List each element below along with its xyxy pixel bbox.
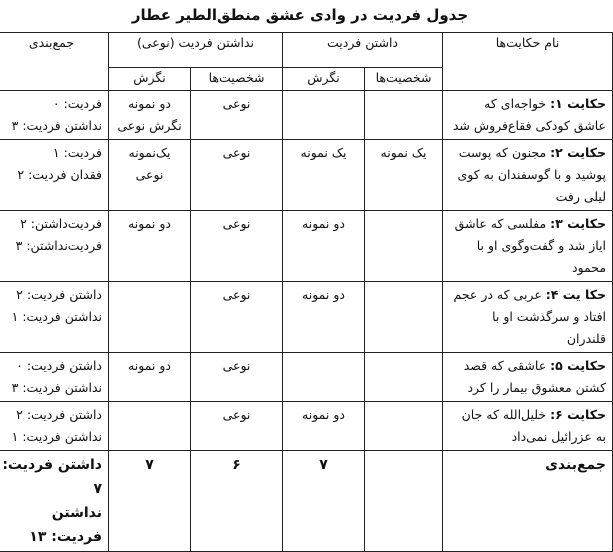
story-text: عربی که در عجم افتاد و سرگذشت او با قلندران — [453, 287, 607, 346]
header-has-characters: شخصیت‌ها — [365, 68, 443, 91]
summary-line-2: نداشتن فردیت: ۱ — [11, 309, 102, 324]
page-title: جدول فردیت در وادی عشق منطق‌الطیر عطار — [131, 6, 469, 24]
story-number: حکایت ۲: — [550, 145, 607, 160]
table-row — [0, 402, 613, 451]
has-characters-cell — [365, 282, 443, 353]
no-attitude-cell: دو نمونه نگرش نوعی — [109, 91, 191, 140]
no-characters-cell: نوعی — [191, 353, 283, 402]
summary-cell — [0, 282, 109, 353]
table-row — [0, 140, 613, 211]
table-row — [0, 91, 613, 140]
story-text: عاشقی که قصد کشتن معشوق بیمار را کرد — [463, 358, 607, 395]
no-characters-cell: نوعی — [191, 402, 283, 451]
has-characters-cell — [365, 211, 443, 282]
summary-line-2: نداشتن فردیت: ۳ — [11, 118, 102, 133]
story-number: حکایت ۵: — [550, 358, 607, 373]
summary-line-1: داشتن فردیت: ۲ — [16, 287, 102, 302]
header-no-individuality: نداشتن فردیت (نوعی) — [109, 33, 283, 68]
story-number: حکایت ۳: — [550, 216, 607, 231]
no-attitude-cell: یک‌نمونه نوعی — [109, 140, 191, 211]
no-characters-cell: نوعی — [191, 91, 283, 140]
summary-line-1: فردیت: ۰ — [52, 96, 102, 111]
summary-line-1: داشتن فردیت: ۲ — [16, 407, 102, 422]
has-characters-cell — [365, 402, 443, 451]
summary-line-2: فقدان فردیت: ۲ — [17, 167, 102, 182]
header-summary: جمع‌بندی — [0, 33, 109, 91]
no-attitude-cell: دو نمونه — [109, 353, 191, 402]
no-characters-cell: نوعی — [191, 211, 283, 282]
header-has-individuality: داشتن فردیت — [283, 33, 443, 68]
header-story-names: نام حکایت‌ها — [443, 33, 613, 91]
no-attitude-cell — [109, 402, 191, 451]
summary-cell — [0, 353, 109, 402]
table-row — [0, 353, 613, 402]
total-has-attitude: ۷ — [283, 451, 365, 552]
summary-line-1: فردیت‌داشتن: ۲ — [20, 216, 102, 231]
story-cell — [443, 91, 613, 140]
summary-line-2: نداشتن فردیت: ۳ — [11, 380, 102, 395]
story-cell — [443, 282, 613, 353]
has-attitude-cell: دو نمونه — [283, 402, 365, 451]
summary-line-1: فردیت: ۱ — [52, 145, 102, 160]
no-attitude-cell — [109, 282, 191, 353]
header-has-attitude: نگرش — [283, 68, 365, 91]
story-text: مفلسی که عاشق ایاز شد و گفت‌وگوی او با محمود — [454, 216, 607, 275]
summary-line-2: نداشتن فردیت: ۱ — [11, 429, 102, 444]
has-attitude-cell: یک نمونه — [283, 140, 365, 211]
story-number: حکایت ۶: — [550, 407, 607, 422]
total-row — [0, 451, 613, 552]
no-characters-cell: نوعی — [191, 282, 283, 353]
table-row — [0, 211, 613, 282]
story-text: خلیل‌الله که جان به عزرائیل نمی‌داد — [461, 407, 607, 444]
story-cell — [443, 402, 613, 451]
no-characters-cell: نوعی — [191, 140, 283, 211]
total-summary-line-2: نداشتن فردیت: ۱۳ — [29, 505, 102, 545]
total-summary-line-1: داشتن فردیت: ۷ — [2, 457, 102, 497]
total-label: جمع‌بندی — [443, 451, 613, 552]
has-attitude-cell: دو نمونه — [283, 211, 365, 282]
header-row-1 — [0, 33, 613, 68]
has-characters-cell: یک نمونه — [365, 140, 443, 211]
no-attitude-cell: دو نمونه — [109, 211, 191, 282]
has-characters-cell — [365, 353, 443, 402]
summary-cell — [0, 91, 109, 140]
summary-cell — [0, 402, 109, 451]
total-no-attitude: ۷ — [109, 451, 191, 552]
total-has-characters — [365, 451, 443, 552]
story-number: حکایت ۱: — [550, 96, 607, 111]
header-no-characters: شخصیت‌ها — [191, 68, 283, 91]
has-attitude-cell — [283, 353, 365, 402]
story-number: حکا یت ۴: — [545, 287, 607, 302]
story-cell — [443, 211, 613, 282]
individuality-table — [0, 32, 613, 552]
has-attitude-cell: دو نمونه — [283, 282, 365, 353]
summary-cell — [0, 140, 109, 211]
story-text: مجنون که پوست پوشید و با گوسفندان به کوی لیلی رفت — [457, 145, 607, 204]
summary-line-1: داشتن فردیت: ۰ — [16, 358, 102, 373]
has-attitude-cell — [283, 91, 365, 140]
summary-line-2: فردیت‌نداشتن: ۳ — [15, 238, 102, 253]
total-summary — [0, 451, 109, 552]
story-cell — [443, 140, 613, 211]
total-no-characters: ۶ — [191, 451, 283, 552]
has-characters-cell — [365, 91, 443, 140]
story-text: خواجه‌ای که عاشق کودکی فقاع‌فروش شد — [452, 96, 607, 133]
summary-cell — [0, 211, 109, 282]
story-cell — [443, 353, 613, 402]
header-no-attitude: نگرش — [109, 68, 191, 91]
table-row — [0, 282, 613, 353]
